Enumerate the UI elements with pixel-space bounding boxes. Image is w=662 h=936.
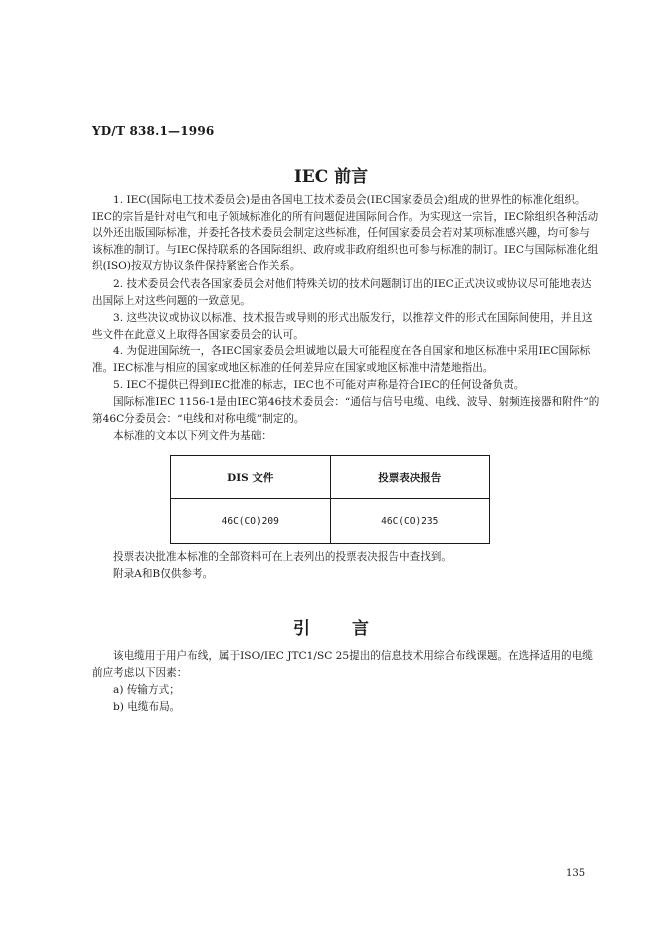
foreword-paragraph-3: 3. 这些决议或协议以标准、技术报告或导则的形式出版发行，以推荐文件的形式在国际间使用，并且这些文件在此意义上取得各国家委员会的认可。	[92, 312, 593, 341]
foreword-paragraph-2: 2. 技术委员会代表各国家委员会对他们特殊关切的技术问题制订出的IEC正式决议或协议尽可能地表达出国际上对这些问题的一致意见。	[92, 278, 592, 307]
after-table-line-1: 投票表决批准本标准的全部资料可在上表列出的投票表决报告中查找到。	[113, 551, 452, 563]
introduction-paragraph: 该电缆用于用户布线，属于ISO/IEC JTC1/SC 25提出的信息技术用综合布线课题。在选择适用的电缆前应考虑以下因素：	[92, 650, 593, 679]
table-header-vote-report: 投票表决报告	[330, 456, 490, 499]
introduction-item-b: b) 电缆布局。	[113, 701, 181, 713]
after-table-line-2: 附录A和B仅供参考。	[113, 568, 214, 580]
introduction-item-a: a) 传输方式；	[113, 684, 180, 696]
table-row	[171, 499, 490, 544]
standard-code: YD/T 838.1—1996	[92, 124, 215, 138]
table-cell-vote-report: 46C(CO)235	[330, 499, 490, 544]
table-cell-dis: 46C(CO)209	[171, 499, 331, 544]
foreword-paragraph-4: 4. 为促进国际统一，各IEC国家委员会坦诚地以最大可能程度在各自国家和地区标准中采用IEC国际标准。IEC标准与相应的国家或地区标准的任何差异应在国家或地区标准中清楚地指出。	[92, 345, 591, 374]
foreword-paragraph-1: 1. IEC(国际电工技术委员会)是由各国电工技术委员会(IEC国家委员会)组成的世界性的标准化组织。IEC的宗旨是针对电气和电子领域标准化的所有问题促进国际间合作。为实现这一宗旨，IEC除组织各种活动以外还出版国际标准，并委托各技术委员会制定这些标准，任何国家委员会若对某项标准感兴趣，均可参与该标准的制订。与IEC保持联系的各国际组织、政府或非政府组织也可参与标准的制订。IEC与国际标准化组织(ISO)按双方协议条件保持紧密合作关系。	[92, 194, 599, 273]
table-intro: 本标准的文本以下列文件为基础：	[113, 430, 272, 442]
introduction-title: 引言	[293, 619, 411, 639]
foreword-paragraph-5: 5. IEC不提供已得到IEC批准的标志，IEC也不可能对声称是符合IEC的任何设备负责。	[113, 379, 525, 391]
iec-foreword-title: IEC 前言	[293, 167, 369, 187]
page-number: 135	[566, 868, 586, 879]
table-header-row	[171, 456, 490, 499]
table-header-dis: DIS 文件	[171, 456, 331, 499]
documents-table	[170, 455, 490, 544]
foreword-paragraph-6: 国际标准IEC 1156-1是由IEC第46技术委员会：“通信与信号电缆、电线、波导、射频连接器和附件”的第46C分委员会：“电线和对称电缆”制定的。	[92, 396, 600, 425]
